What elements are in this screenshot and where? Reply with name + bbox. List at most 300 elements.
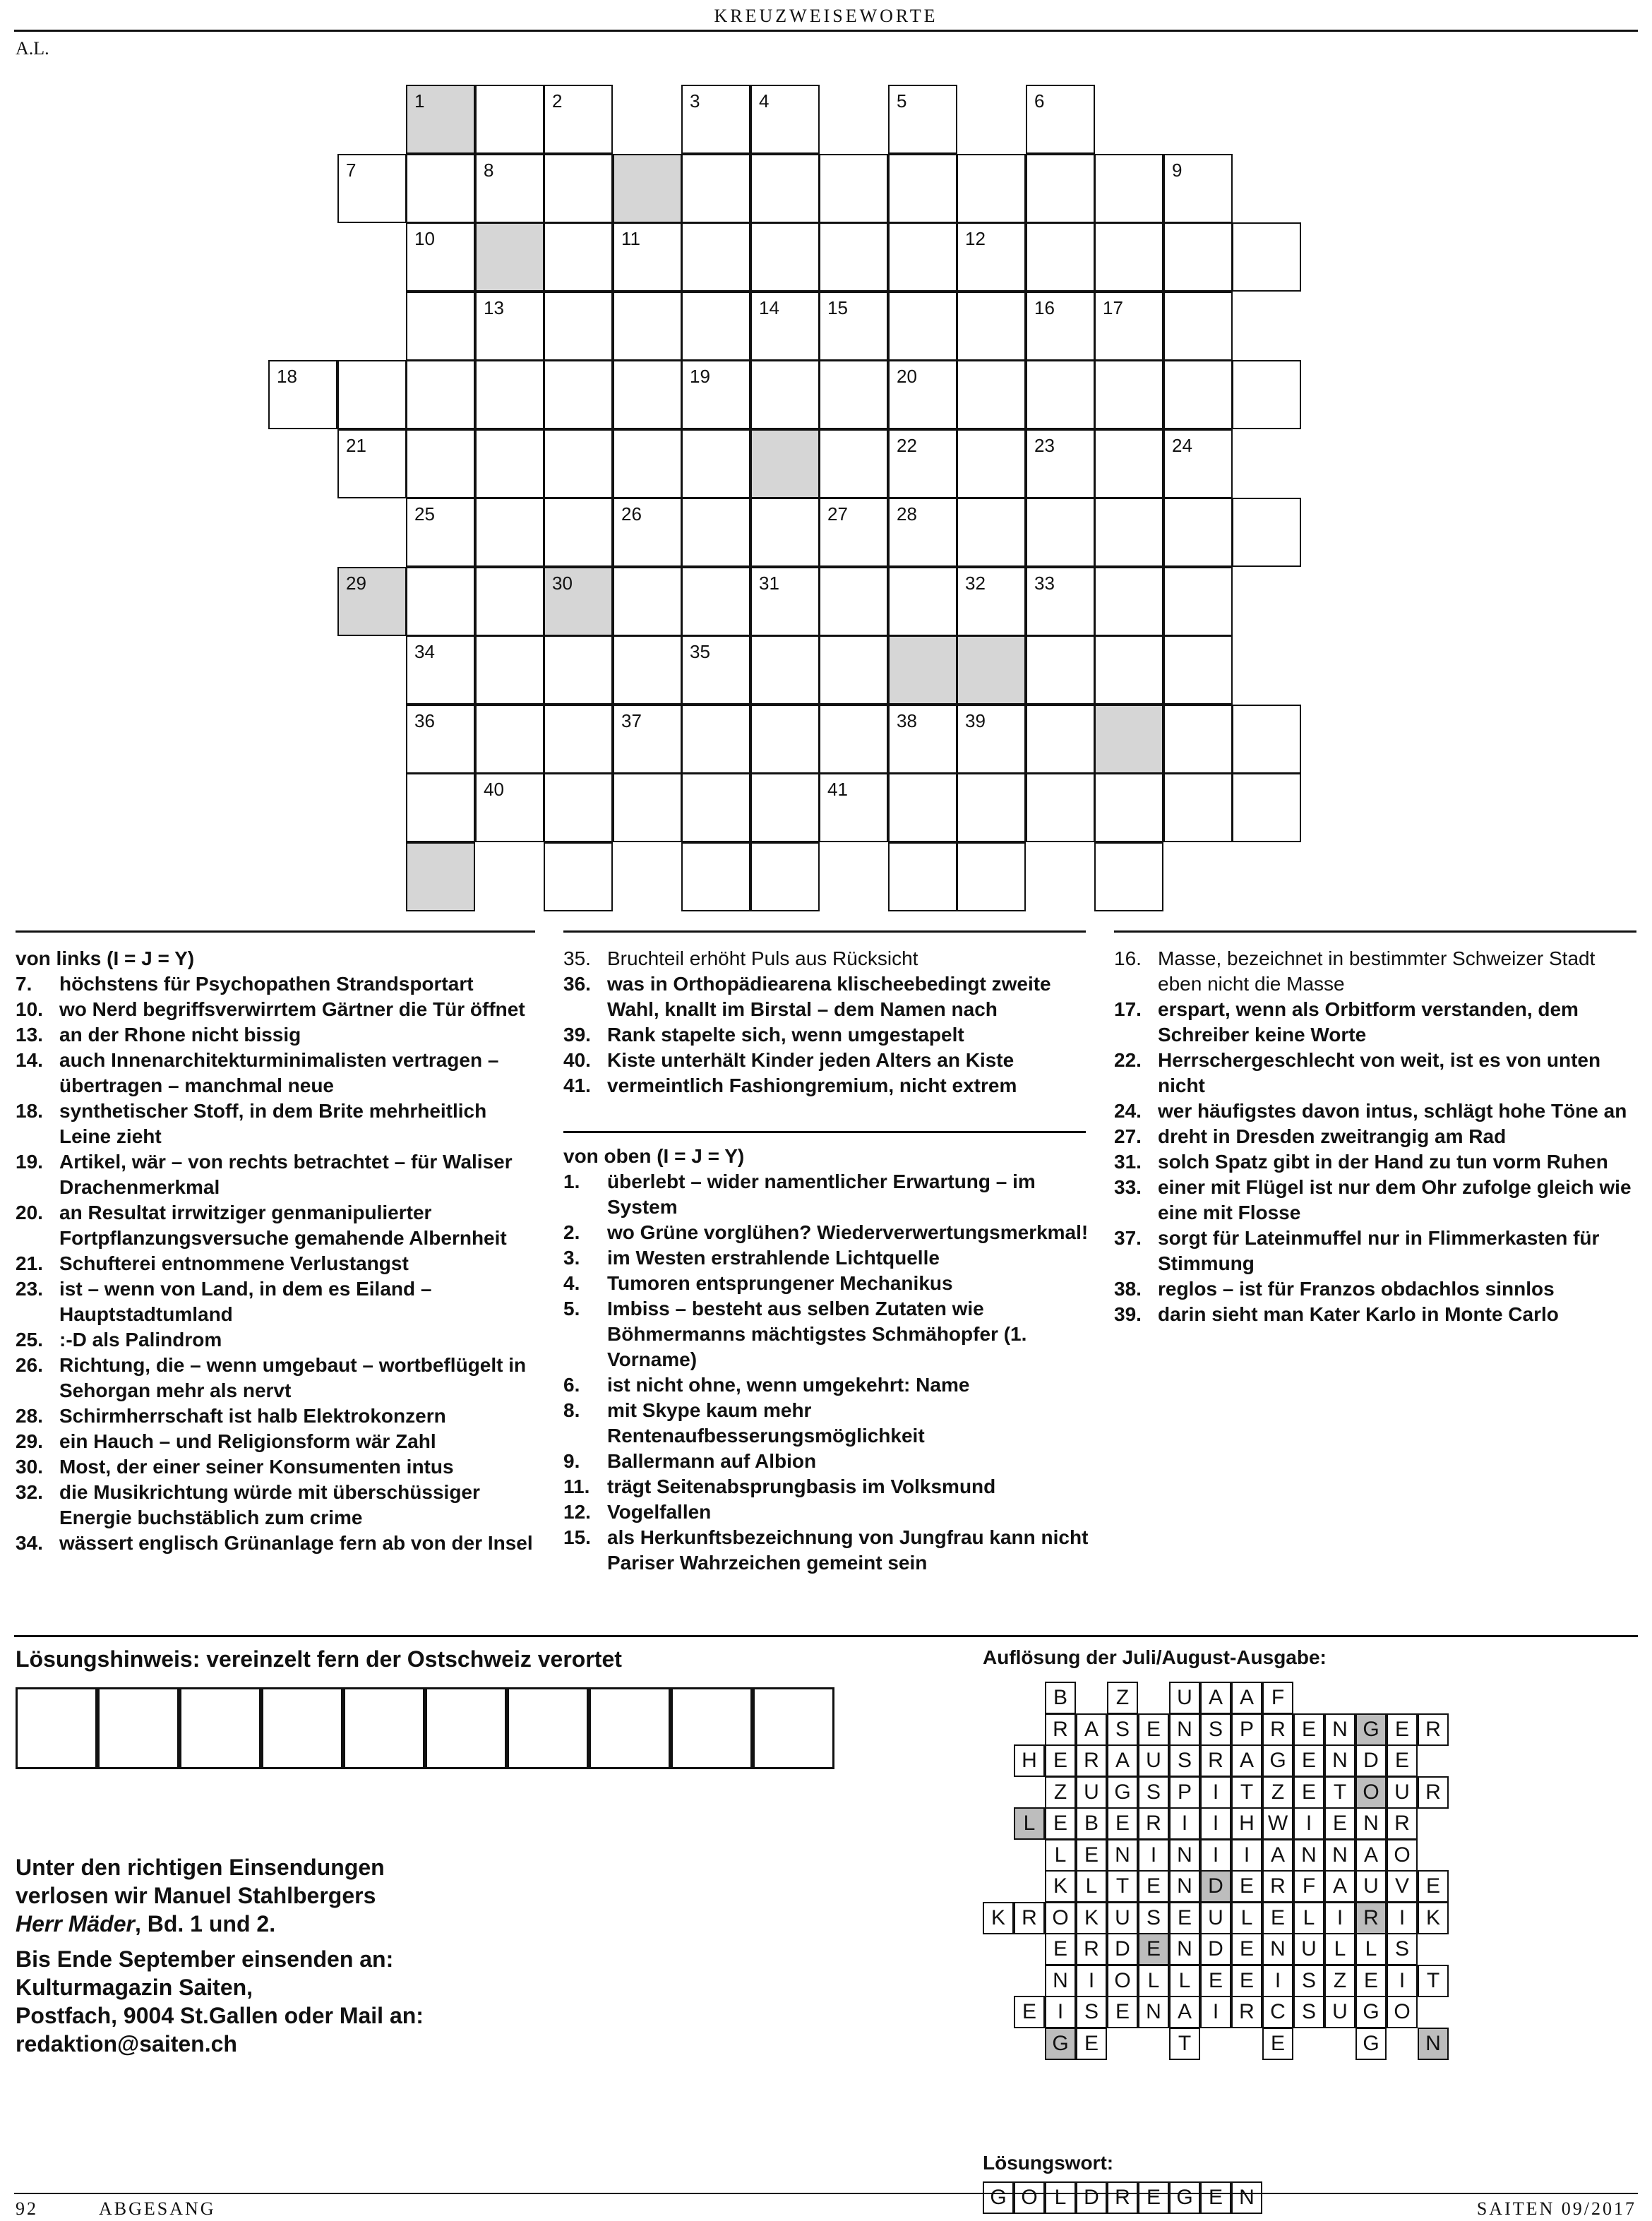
crossword-cell[interactable] [681, 567, 750, 636]
crossword-cell[interactable] [406, 222, 475, 292]
crossword-cell[interactable] [750, 842, 820, 911]
clue-number: 28 [897, 503, 917, 525]
previous-solution-cell: I [1169, 1807, 1200, 1840]
crossword-cell[interactable] [544, 429, 613, 498]
crossword-cell[interactable] [1163, 292, 1233, 361]
previous-solution-cell: E [1231, 1965, 1262, 1997]
previous-solution-cell: L [1138, 1965, 1169, 1997]
clue-item-text: Masse, bezeichnet in bestimmter Schweizer Stadt eben nicht die Masse [1158, 947, 1596, 995]
previous-solution-cell: L [1169, 1965, 1200, 1997]
crossword-cell[interactable] [681, 842, 750, 911]
previous-solution-cell: E [1231, 1870, 1262, 1903]
crossword-cell[interactable] [613, 292, 682, 361]
clue-item-number: 26. [16, 1354, 43, 1376]
book-volume: , Bd. 1 und 2. [134, 1911, 276, 1936]
crossword-cell[interactable] [1163, 154, 1233, 223]
crossword-cell[interactable] [613, 154, 682, 223]
previous-solution-cell: A [1324, 1870, 1355, 1903]
crossword-cell[interactable] [406, 85, 475, 154]
crossword-cell[interactable] [681, 429, 750, 498]
crossword-cell[interactable] [681, 705, 750, 774]
crossword-cell[interactable] [750, 429, 820, 498]
crossword-cell[interactable] [544, 360, 613, 429]
previous-solution-cell: N [1169, 1870, 1200, 1903]
page-header-title: KREUZWEISEWORTE [714, 6, 938, 26]
crossword-cell[interactable] [544, 222, 613, 292]
previous-solution-cell: E [1045, 1807, 1076, 1840]
clue-number: 17 [1103, 297, 1123, 318]
solution-letter-box[interactable] [671, 1687, 753, 1769]
previous-solution-cell: O [1387, 1996, 1418, 2028]
crossword-cell[interactable] [1026, 292, 1095, 361]
clue-item-number: 9. [563, 1450, 580, 1472]
crossword-cell[interactable] [888, 635, 957, 705]
across-clues-column-1 [16, 946, 538, 1556]
previous-solution-cell: I [1076, 1965, 1107, 1997]
crossword-cell[interactable] [475, 567, 544, 636]
crossword-cell[interactable] [1094, 773, 1163, 842]
previous-solution-cell: O [1387, 1839, 1418, 1872]
clue-item-number: 30. [16, 1456, 43, 1478]
crossword-cell[interactable] [406, 705, 475, 774]
crossword-cell[interactable] [544, 154, 613, 223]
crossword-cell[interactable] [750, 705, 820, 774]
previous-solution-cell: D [1200, 1933, 1231, 1965]
clue-item [563, 1073, 1089, 1098]
previous-solution-cell: P [1169, 1776, 1200, 1809]
solution-letter-box[interactable] [589, 1687, 671, 1769]
previous-solution-cell: L [1231, 1902, 1262, 1934]
crossword-cell[interactable] [681, 773, 750, 842]
crossword-cell[interactable] [750, 635, 820, 705]
crossword-cell[interactable] [1026, 360, 1095, 429]
previous-solution-cell: S [1107, 1713, 1138, 1746]
previous-solution-cell: E [1045, 1933, 1076, 1965]
send-email[interactable]: redaktion@saiten.ch [16, 2031, 237, 2057]
clue-item [563, 946, 1089, 971]
crossword-cell[interactable] [1026, 85, 1095, 154]
previous-solution-cell: S [1138, 1776, 1169, 1809]
crossword-cell[interactable] [337, 360, 407, 429]
crossword-cell[interactable] [888, 429, 957, 498]
crossword-cell[interactable] [681, 85, 750, 154]
crossword-cell[interactable] [957, 498, 1026, 567]
solution-letter-box[interactable] [507, 1687, 589, 1769]
crossword-cell[interactable] [544, 85, 613, 154]
previous-solution-cell: G [1262, 1744, 1293, 1777]
crossword-cell[interactable] [1026, 773, 1095, 842]
crossword-cell[interactable] [750, 773, 820, 842]
clue-item-number: 18. [16, 1100, 43, 1122]
previous-solution-cell: T [1231, 1776, 1262, 1809]
clue-number: 18 [277, 366, 297, 387]
crossword-cell[interactable] [1163, 635, 1233, 705]
previous-solution-cell: A [1107, 1744, 1138, 1777]
crossword-cell[interactable] [406, 498, 475, 567]
crossword-cell[interactable] [613, 360, 682, 429]
previous-solution-cell: G [1355, 1996, 1387, 2028]
clue-item-number: 10. [16, 998, 43, 1020]
previous-solution-cell: E [1014, 1996, 1045, 2028]
previous-solution-cell: N [1138, 1996, 1169, 2028]
clue-number: 9 [1172, 160, 1183, 181]
crossword-cell[interactable] [750, 222, 820, 292]
crossword-cell[interactable] [888, 222, 957, 292]
crossword-cell[interactable] [1232, 498, 1301, 567]
page-number: 92 [16, 2198, 38, 2219]
crossword-cell[interactable] [1094, 498, 1163, 567]
previous-solution-cell: P [1231, 1713, 1262, 1746]
crossword-cell[interactable] [819, 705, 888, 774]
clue-item [16, 1353, 538, 1403]
crossword-cell[interactable] [1026, 705, 1095, 774]
crossword-cell[interactable] [681, 292, 750, 361]
crossword-cell[interactable] [1232, 222, 1301, 292]
crossword-cell[interactable] [957, 773, 1026, 842]
previous-solution-cell: A [1169, 1996, 1200, 2028]
solution-letter-box[interactable] [16, 1687, 97, 1769]
clue-item [563, 1022, 1089, 1048]
crossword-cell[interactable] [613, 773, 682, 842]
crossword-cell[interactable] [957, 567, 1026, 636]
clue-item-number: 38. [1114, 1278, 1142, 1300]
crossword-cell[interactable] [406, 429, 475, 498]
clue-item-text: Rank stapelte sich, wenn umgestapelt [607, 1024, 964, 1046]
crossword-cell[interactable] [544, 567, 613, 636]
clue-number: 2 [552, 90, 563, 112]
crossword-cell[interactable] [888, 498, 957, 567]
clue-number: 31 [759, 573, 779, 594]
crossword-cell[interactable] [888, 154, 957, 223]
crossword-cell[interactable] [544, 498, 613, 567]
author-initials: A.L. [16, 38, 49, 59]
crossword-cell[interactable] [750, 154, 820, 223]
clue-item-text: ein Hauch – und Religionsform wär Zahl [59, 1430, 436, 1452]
crossword-cell[interactable] [1163, 360, 1233, 429]
book-title: Herr Mäder [16, 1911, 135, 1936]
crossword-cell[interactable] [681, 154, 750, 223]
clue-item-number: 15. [563, 1526, 591, 1548]
crossword-cell[interactable] [337, 154, 407, 223]
previous-solution-cell: C [1262, 1996, 1293, 2028]
previous-solution-cell: A [1355, 1839, 1387, 1872]
solution-letter-box[interactable] [753, 1687, 834, 1769]
previous-solution-cell: U [1355, 1870, 1387, 1903]
previous-solution-cell: R [1138, 1807, 1169, 1840]
clue-item-text: Richtung, die – wenn umgebaut – wortbeflügelt in Sehorgan mehr als nervt [59, 1354, 527, 1401]
footer-rule [14, 2193, 1638, 2194]
clue-item-text: ist nicht ohne, wenn umgekehrt: Name [607, 1374, 970, 1396]
clue-item-number: 1. [563, 1171, 580, 1192]
crossword-cell[interactable] [1026, 154, 1095, 223]
previous-solution-cell: A [1231, 1744, 1262, 1777]
crossword-cell[interactable] [957, 705, 1026, 774]
solution-word-letter: R [1107, 2181, 1138, 2214]
crossword-cell[interactable] [750, 360, 820, 429]
prize-text [16, 1853, 594, 1938]
crossword-cell[interactable] [337, 429, 407, 498]
clue-item-number: 7. [16, 973, 32, 995]
solution-letter-box[interactable] [343, 1687, 425, 1769]
crossword-cell[interactable] [406, 773, 475, 842]
crossword-cell[interactable] [1163, 498, 1233, 567]
previous-solution-cell: S [1387, 1933, 1418, 1965]
crossword-cell[interactable] [957, 429, 1026, 498]
previous-solution-cell: U [1293, 1933, 1324, 1965]
previous-solution-cell: V [1387, 1870, 1418, 1903]
crossword-cell[interactable] [475, 429, 544, 498]
crossword-cell[interactable] [819, 154, 888, 223]
previous-solution-cell: G [1355, 1713, 1387, 1746]
crossword-cell[interactable] [475, 85, 544, 154]
previous-solution-cell: S [1138, 1902, 1169, 1934]
clue-item-text: Schirmherrschaft ist halb Elektrokonzern [59, 1405, 446, 1427]
clue-item-text: dreht in Dresden zweitrangig am Rad [1158, 1125, 1507, 1147]
clue-item-text: wer häufigstes davon intus, schlägt hohe Töne an [1158, 1100, 1627, 1122]
clue-item-text: solch Spatz gibt in der Hand zu tun vorm Ruhen [1158, 1151, 1608, 1173]
clue-item [16, 1403, 538, 1429]
previous-solution-cell: N [1293, 1839, 1324, 1872]
clue-item [16, 1454, 538, 1480]
crossword-cell[interactable] [613, 705, 682, 774]
crossword-cell[interactable] [819, 222, 888, 292]
crossword-cell[interactable] [819, 429, 888, 498]
previous-solution-cell: Z [1324, 1965, 1355, 1997]
crossword-cell[interactable] [613, 635, 682, 705]
crossword-cell[interactable] [544, 635, 613, 705]
previous-solution-cell: S [1200, 1713, 1231, 1746]
crossword-cell[interactable] [1094, 222, 1163, 292]
crossword-cell[interactable] [888, 292, 957, 361]
clue-item-number: 34. [16, 1532, 43, 1554]
clue-item-number: 21. [16, 1252, 43, 1274]
crossword-cell[interactable] [750, 292, 820, 361]
crossword-cell[interactable] [888, 360, 957, 429]
crossword-cell[interactable] [1026, 635, 1095, 705]
clue-item [16, 1480, 538, 1531]
crossword-cell[interactable] [475, 154, 544, 223]
crossword-cell[interactable] [406, 842, 475, 911]
crossword-cell[interactable] [888, 567, 957, 636]
crossword-cell[interactable] [1094, 154, 1163, 223]
clue-item-number: 24. [1114, 1100, 1142, 1122]
crossword-cell[interactable] [819, 292, 888, 361]
clue-item-number: 22. [1114, 1049, 1142, 1071]
crossword-cell[interactable] [1232, 705, 1301, 774]
clue-number: 15 [827, 297, 848, 318]
crossword-cell[interactable] [406, 567, 475, 636]
crossword-cell[interactable] [750, 567, 820, 636]
previous-solution-cell: Z [1262, 1776, 1293, 1809]
previous-solution-cell: S [1293, 1965, 1324, 1997]
crossword-cell[interactable] [1163, 705, 1233, 774]
crossword-cell[interactable] [475, 498, 544, 567]
previous-solution-cell: U [1200, 1902, 1231, 1934]
clue-number: 20 [897, 366, 917, 387]
crossword-cell[interactable] [475, 292, 544, 361]
crossword-cell[interactable] [957, 222, 1026, 292]
crossword-cell[interactable] [1094, 429, 1163, 498]
previous-solution-cell: E [1418, 1870, 1449, 1903]
clue-item-text: sorgt für Lateinmuffel nur in Flimmerkasten für Stimmung [1158, 1227, 1600, 1274]
crossword-cell[interactable] [1232, 773, 1301, 842]
send-line-1: Bis Ende September einsenden an: [16, 1946, 394, 1972]
clue-number: 11 [621, 228, 640, 249]
previous-solution-cell: I [1293, 1807, 1324, 1840]
clue-number: 30 [552, 573, 573, 594]
crossword-cell[interactable] [406, 635, 475, 705]
clue-item-text: ist – wenn von Land, in dem es Eiland – Hauptstadtumland [59, 1278, 432, 1325]
solution-letter-box[interactable] [425, 1687, 507, 1769]
crossword-cell[interactable] [475, 222, 544, 292]
previous-solution-cell: R [1076, 1933, 1107, 1965]
clue-item-text: :-D als Palindrom [59, 1329, 222, 1351]
solution-letter-box[interactable] [179, 1687, 261, 1769]
crossword-cell[interactable] [475, 635, 544, 705]
crossword-cell[interactable] [613, 222, 682, 292]
crossword-cell[interactable] [1232, 360, 1301, 429]
previous-solution-cell: N [1324, 1839, 1355, 1872]
crossword-cell[interactable] [1094, 705, 1163, 774]
crossword-cell[interactable] [613, 567, 682, 636]
solution-letter-box[interactable] [261, 1687, 343, 1769]
clue-item [563, 1499, 1089, 1525]
crossword-cell[interactable] [819, 360, 888, 429]
crossword-cell[interactable] [544, 842, 613, 911]
crossword-cell[interactable] [1094, 292, 1163, 361]
clue-item-number: 20. [16, 1202, 43, 1223]
clue-item-number: 14. [16, 1049, 43, 1071]
crossword-cell[interactable] [957, 842, 1026, 911]
crossword-cell[interactable] [1094, 360, 1163, 429]
crossword-cell[interactable] [1094, 567, 1163, 636]
crossword-cell[interactable] [1026, 498, 1095, 567]
crossword-cell[interactable] [613, 498, 682, 567]
crossword-cell[interactable] [888, 773, 957, 842]
crossword-cell[interactable] [406, 292, 475, 361]
crossword-cell[interactable] [819, 773, 888, 842]
clue-item-number: 32. [16, 1481, 43, 1503]
crossword-cell[interactable] [819, 567, 888, 636]
previous-solution-cell: T [1169, 2028, 1200, 2060]
crossword-cell[interactable] [888, 85, 957, 154]
crossword-cell[interactable] [1094, 842, 1163, 911]
crossword-cell[interactable] [406, 154, 475, 223]
crossword-cell[interactable] [681, 498, 750, 567]
clue-item-number: 13. [16, 1024, 43, 1046]
clue-number: 13 [484, 297, 504, 318]
clue-item [1114, 1276, 1636, 1302]
previous-solution-cell: I [1231, 1839, 1262, 1872]
clue-item-number: 17. [1114, 998, 1142, 1020]
clue-item-text: auch Innenarchitekturminimalisten vertragen – übertragen – manchmal neue [59, 1049, 499, 1096]
clue-item-number: 11. [563, 1475, 590, 1497]
clue-item-text: Artikel, wär – von rechts betrachtet – für Waliser Drachenmerkmal [59, 1151, 513, 1198]
send-instructions [16, 1945, 594, 2058]
clue-number: 7 [346, 160, 357, 181]
previous-solution-cell: U [1076, 1776, 1107, 1809]
crossword-cell[interactable] [406, 360, 475, 429]
previous-solution-cell: N [1169, 1933, 1200, 1965]
previous-solution-cell: R [1418, 1713, 1449, 1746]
previous-solution-cell: E [1387, 1713, 1418, 1746]
previous-solution-cell: N [1418, 2028, 1449, 2060]
clue-number: 12 [965, 228, 986, 249]
clue-item-number: 35. [563, 947, 591, 969]
crossword-cell[interactable] [1026, 429, 1095, 498]
crossword-cell[interactable] [1163, 567, 1233, 636]
clue-item [16, 1531, 538, 1556]
solution-word-letter: D [1076, 2181, 1107, 2214]
crossword-cell[interactable] [819, 635, 888, 705]
clue-item [16, 1429, 538, 1454]
crossword-cell[interactable] [750, 498, 820, 567]
clue-number: 39 [965, 710, 986, 731]
previous-solution-cell: R [1355, 1902, 1387, 1934]
crossword-cell[interactable] [475, 360, 544, 429]
solution-letter-box[interactable] [97, 1687, 179, 1769]
clue-item-text: wo Nerd begriffsverwirrtem Gärtner die Tür öffnet [59, 998, 525, 1020]
previous-solution-cell: I [1045, 1996, 1076, 2028]
crossword-cell[interactable] [957, 635, 1026, 705]
footer-section: ABGESANG [99, 2198, 216, 2219]
crossword-cell[interactable] [1163, 429, 1233, 498]
crossword-cell[interactable] [819, 498, 888, 567]
crossword-cell[interactable] [957, 292, 1026, 361]
crossword-cell[interactable] [888, 705, 957, 774]
crossword-cell[interactable] [1163, 222, 1233, 292]
crossword-cell[interactable] [957, 154, 1026, 223]
clue-item [563, 1271, 1089, 1296]
crossword-cell[interactable] [1094, 635, 1163, 705]
crossword-cell[interactable] [544, 773, 613, 842]
crossword-cell[interactable] [681, 360, 750, 429]
crossword-cell[interactable] [337, 567, 407, 636]
crossword-cell[interactable] [681, 222, 750, 292]
column3-top-rule [1114, 930, 1636, 933]
crossword-cell[interactable] [1026, 567, 1095, 636]
clue-item-text: wässert englisch Grünanlage fern ab von der Insel [59, 1532, 533, 1554]
down-rule [563, 1131, 1086, 1133]
previous-solution-cell: I [1200, 1776, 1231, 1809]
crossword-cell[interactable] [544, 705, 613, 774]
clue-item-text: Kiste unterhält Kinder jeden Alters an Kiste [607, 1049, 1014, 1071]
clue-item-text: Tumoren entsprungener Mechanikus [607, 1272, 953, 1294]
crossword-cell[interactable] [681, 635, 750, 705]
previous-solution-cell: I [1324, 1902, 1355, 1934]
previous-solution-cell: K [983, 1902, 1014, 1934]
crossword-cell[interactable] [1163, 773, 1233, 842]
clue-item-text: einer mit Flügel ist nur dem Ohr zufolge gleich wie eine mit Flosse [1158, 1176, 1632, 1223]
crossword-cell[interactable] [475, 705, 544, 774]
clue-number: 4 [759, 90, 770, 112]
crossword-cell[interactable] [475, 773, 544, 842]
crossword-cell[interactable] [750, 85, 820, 154]
previous-solution-cell: L [1293, 1902, 1324, 1934]
clue-item-number: 28. [16, 1405, 43, 1427]
crossword-cell[interactable] [268, 360, 337, 429]
crossword-cell[interactable] [957, 360, 1026, 429]
crossword-cell[interactable] [544, 292, 613, 361]
previous-solution-cell: R [1418, 1776, 1449, 1809]
previous-solution-cell: N [1169, 1839, 1200, 1872]
crossword-cell[interactable] [613, 429, 682, 498]
crossword-cell[interactable] [888, 842, 957, 911]
clue-item-number: 6. [563, 1374, 580, 1396]
clue-item-text: an der Rhone nicht bissig [59, 1024, 301, 1046]
clue-item [16, 971, 538, 997]
crossword-cell[interactable] [1026, 222, 1095, 292]
